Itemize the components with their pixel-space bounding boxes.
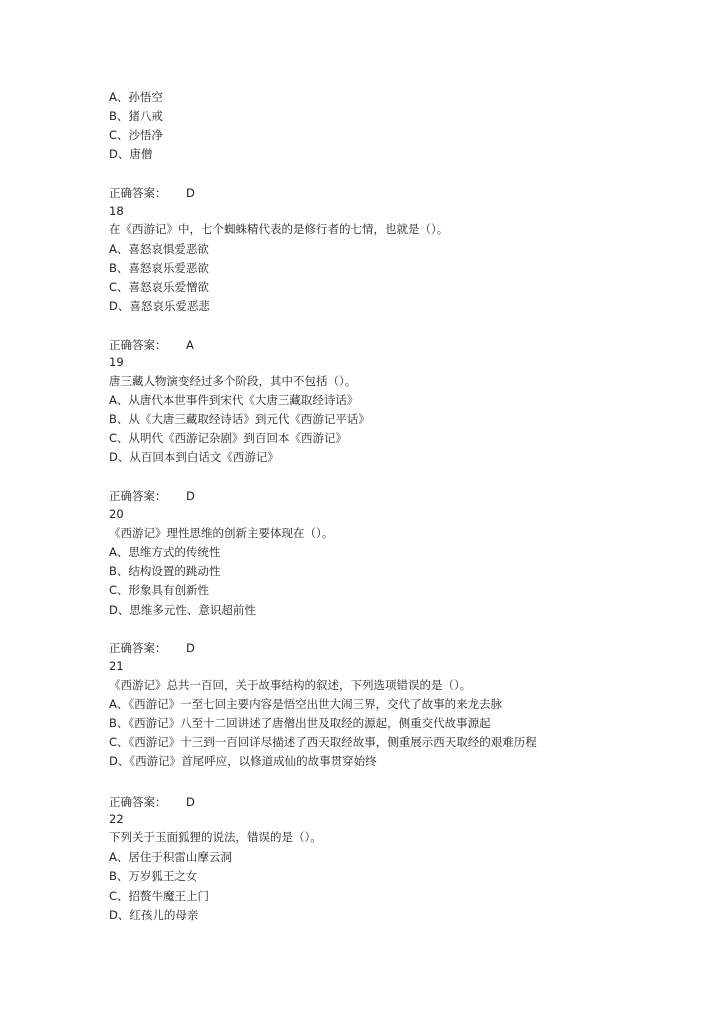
question-number: 21	[109, 659, 124, 673]
option-b: B、结构设置的跳动性	[109, 564, 221, 578]
option-d: D、唐僧	[109, 147, 153, 161]
option-d: D、喜怒哀乐爱恶悲	[109, 299, 210, 313]
option-c: C、形象具有创新性	[109, 583, 210, 597]
answer-label: 正确答案：	[109, 338, 167, 352]
option-a: A、思维方式的传统性	[109, 545, 221, 559]
question-text: 《西游记》总共一百回，关于故事结构的叙述，下列选项错误的是（）。	[109, 678, 472, 692]
option-c: C、沙悟净	[109, 128, 164, 142]
answer-value: D	[186, 795, 195, 809]
question-number: 19	[109, 355, 124, 369]
option-d: D、思维多元性、意识超前性	[109, 603, 256, 617]
option-b: B、喜怒哀乐爱恶欲	[109, 261, 209, 275]
answer-line	[109, 489, 195, 503]
option-a: A、《西游记》一至七回主要内容是悟空出世大闹三界，交代了故事的来龙去脉	[109, 697, 503, 711]
answer-label: 正确答案：	[109, 641, 167, 655]
option-c: C、喜怒哀乐爱憎欲	[109, 280, 210, 294]
question-number: 20	[109, 507, 124, 521]
option-d: D、红孩儿的母亲	[109, 908, 199, 922]
option-c: C、《西游记》十三到一百回详尽描述了西天取经故事，侧重展示西天取经的艰难历程	[109, 735, 537, 749]
answer-value: D	[186, 489, 195, 503]
option-d: D、《西游记》首尾呼应，以修道成仙的故事贯穿始终	[109, 754, 377, 768]
answer-value: A	[186, 338, 194, 352]
question-text: 《西游记》理性思维的创新主要体现在（）。	[109, 526, 334, 540]
answer-line	[109, 186, 195, 200]
option-a: A、孙悟空	[109, 90, 163, 104]
option-a: A、喜怒哀惧爱恶欲	[109, 242, 209, 256]
option-b: B、万岁狐王之女	[109, 869, 198, 883]
answer-line	[109, 338, 194, 352]
question-text: 在《西游记》中，七个蜘蛛精代表的是修行者的七情，也就是（）。	[109, 222, 449, 236]
question-text: 下列关于玉面狐狸的说法，错误的是（）。	[109, 830, 322, 844]
option-b: B、《西游记》八至十二回讲述了唐僧出世及取经的源起，侧重交代故事源起	[109, 716, 491, 730]
answer-value: D	[186, 641, 195, 655]
answer-label: 正确答案：	[109, 489, 167, 503]
option-a: A、从唐代本世事件到宋代《大唐三藏取经诗话》	[109, 393, 359, 407]
option-b: B、从《大唐三藏取经诗话》到元代《西游记平话》	[109, 412, 370, 426]
option-d: D、从百回本到白话文《西游记》	[109, 450, 279, 464]
answer-line	[109, 641, 195, 655]
option-c: C、从明代《西游记杂剧》到百回本《西游记》	[109, 431, 348, 445]
question-number: 18	[109, 204, 124, 218]
question-text: 唐三藏人物演变经过多个阶段，其中不包括（）。	[109, 374, 357, 388]
answer-label: 正确答案：	[109, 186, 167, 200]
answer-value: D	[186, 186, 195, 200]
answer-line	[109, 795, 195, 809]
question-number: 22	[109, 812, 124, 826]
option-b: B、猪八戒	[109, 109, 163, 123]
option-c: C、招赘牛魔王上门	[109, 889, 210, 903]
option-a: A、居住于积雷山摩云洞	[109, 850, 232, 864]
answer-label: 正确答案：	[109, 795, 167, 809]
